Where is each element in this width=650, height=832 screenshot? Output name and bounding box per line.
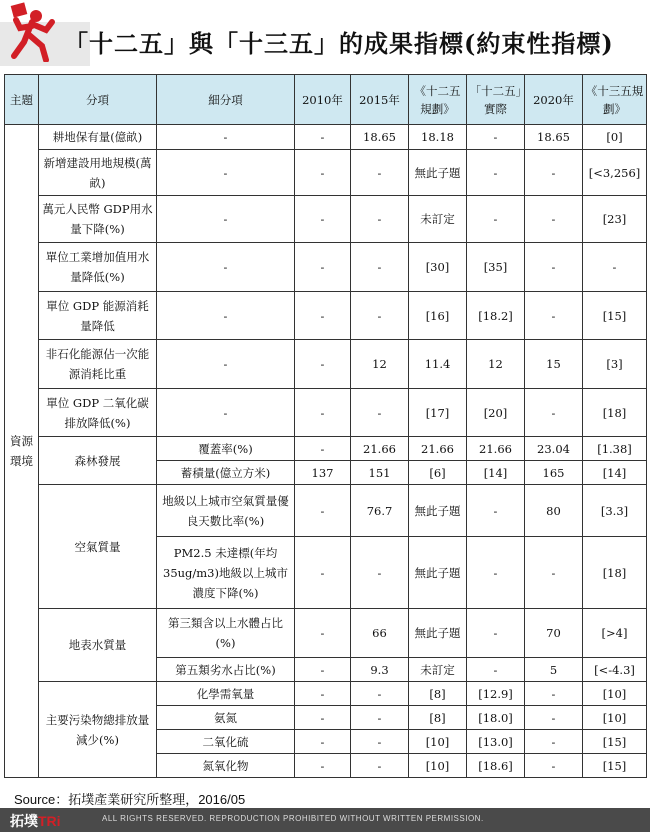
table-row: [5, 609, 647, 658]
value-cell: -: [351, 196, 409, 243]
sub-cell: 氨氮: [157, 706, 295, 730]
value-cell: [14]: [467, 461, 525, 485]
value-cell: [10]: [409, 754, 467, 778]
value-cell: [0]: [583, 125, 647, 150]
value-cell: [18]: [583, 537, 647, 609]
value-cell: -: [467, 609, 525, 658]
sub-cell: 覆蓋率(%): [157, 437, 295, 461]
value-cell: [14]: [583, 461, 647, 485]
table-row: [5, 485, 647, 537]
value-cell: 80: [525, 485, 583, 537]
value-cell: [18.0]: [467, 706, 525, 730]
value-cell: -: [295, 437, 351, 461]
value-cell: [13.0]: [467, 730, 525, 754]
value-cell: 5: [525, 658, 583, 682]
col-header: 2015年: [351, 75, 409, 125]
footer-logo: [10, 811, 61, 831]
value-cell: [1.38]: [583, 437, 647, 461]
value-cell: -: [295, 537, 351, 609]
page-title: 「十二五」與「十三五」的成果指標(約束性指標): [64, 29, 614, 58]
sub-cell: -: [157, 292, 295, 340]
value-cell: -: [525, 243, 583, 292]
value-cell: [16]: [409, 292, 467, 340]
value-cell: -: [525, 389, 583, 437]
value-cell: 21.66: [351, 437, 409, 461]
topic-cell: 資源環境: [5, 125, 39, 778]
cat-cell: 地表水質量: [39, 609, 157, 682]
value-cell: -: [295, 340, 351, 389]
col-header: 「十二五」實際: [467, 75, 525, 125]
value-cell: -: [351, 730, 409, 754]
value-cell: 無此子題: [409, 485, 467, 537]
value-cell: [<-4.3]: [583, 658, 647, 682]
indicator-table: [4, 74, 647, 778]
value-cell: 9.3: [351, 658, 409, 682]
sub-cell: -: [157, 150, 295, 196]
cat-cell: 單位工業增加值用水量降低(%): [39, 243, 157, 292]
value-cell: 151: [351, 461, 409, 485]
value-cell: 70: [525, 609, 583, 658]
value-cell: [3]: [583, 340, 647, 389]
table-row: [5, 437, 647, 461]
value-cell: -: [467, 125, 525, 150]
cat-cell: 單位 GDP 能源消耗量降低: [39, 292, 157, 340]
sub-cell: -: [157, 196, 295, 243]
running-man-icon: [2, 2, 62, 62]
col-header: 細分項: [157, 75, 295, 125]
value-cell: -: [295, 730, 351, 754]
value-cell: 12: [351, 340, 409, 389]
value-cell: 18.65: [525, 125, 583, 150]
value-cell: -: [525, 682, 583, 706]
value-cell: [18.2]: [467, 292, 525, 340]
value-cell: 165: [525, 461, 583, 485]
value-cell: [23]: [583, 196, 647, 243]
value-cell: [17]: [409, 389, 467, 437]
value-cell: [10]: [583, 682, 647, 706]
value-cell: [8]: [409, 682, 467, 706]
footer-logo-text: 拓墣: [10, 813, 38, 829]
value-cell: -: [525, 706, 583, 730]
cat-cell: 空氣質量: [39, 485, 157, 609]
col-header: 《十二五規劃》: [409, 75, 467, 125]
value-cell: [>4]: [583, 609, 647, 658]
cat-cell: 非石化能源佔一次能源消耗比重: [39, 340, 157, 389]
value-cell: [8]: [409, 706, 467, 730]
table-row: [5, 682, 647, 706]
table-row: [5, 125, 647, 150]
col-header: 《十三五規劃》: [583, 75, 647, 125]
value-cell: -: [351, 537, 409, 609]
value-cell: -: [467, 658, 525, 682]
value-cell: 76.7: [351, 485, 409, 537]
sub-cell: -: [157, 340, 295, 389]
value-cell: -: [295, 754, 351, 778]
cat-cell: 單位 GDP 二氧化碳排放降低(%): [39, 389, 157, 437]
value-cell: 66: [351, 609, 409, 658]
value-cell: -: [295, 125, 351, 150]
value-cell: [15]: [583, 754, 647, 778]
value-cell: -: [295, 609, 351, 658]
col-header: 主題: [5, 75, 39, 125]
source-note: Source：拓墣產業研究所整理，2016/05: [14, 792, 246, 807]
header-row: [5, 75, 647, 125]
value-cell: -: [295, 292, 351, 340]
value-cell: 23.04: [525, 437, 583, 461]
value-cell: 未訂定: [409, 658, 467, 682]
copyright-text: ALL RIGHTS RESERVED. REPRODUCTION PROHIBITED WITHOUT WRITTEN PERMISSION.: [102, 814, 484, 823]
sub-cell: PM2.5 未達標(年均35ug/m3)地級以上城市濃度下降(%): [157, 537, 295, 609]
sub-cell: 化學需氧量: [157, 682, 295, 706]
value-cell: [<3,256]: [583, 150, 647, 196]
value-cell: [18.6]: [467, 754, 525, 778]
value-cell: -: [351, 150, 409, 196]
sub-cell: -: [157, 125, 295, 150]
title-bar: [0, 0, 650, 72]
value-cell: [12.9]: [467, 682, 525, 706]
value-cell: 未訂定: [409, 196, 467, 243]
cat-cell: 森林發展: [39, 437, 157, 485]
value-cell: -: [295, 389, 351, 437]
value-cell: 18.65: [351, 125, 409, 150]
value-cell: -: [351, 754, 409, 778]
value-cell: -: [295, 243, 351, 292]
value-cell: -: [525, 150, 583, 196]
value-cell: -: [525, 537, 583, 609]
value-cell: -: [295, 196, 351, 243]
value-cell: -: [525, 196, 583, 243]
col-header: 分項: [39, 75, 157, 125]
value-cell: -: [295, 658, 351, 682]
col-header: 2020年: [525, 75, 583, 125]
col-header: 2010年: [295, 75, 351, 125]
value-cell: 無此子題: [409, 609, 467, 658]
cat-cell: 新增建設用地規模(萬畝): [39, 150, 157, 196]
value-cell: [30]: [409, 243, 467, 292]
value-cell: -: [351, 682, 409, 706]
table-row: [5, 196, 647, 243]
value-cell: -: [351, 292, 409, 340]
value-cell: -: [295, 682, 351, 706]
sub-cell: 第三類含以上水體占比(%): [157, 609, 295, 658]
value-cell: [35]: [467, 243, 525, 292]
sub-cell: -: [157, 243, 295, 292]
value-cell: [6]: [409, 461, 467, 485]
value-cell: -: [467, 537, 525, 609]
value-cell: [15]: [583, 730, 647, 754]
value-cell: -: [467, 196, 525, 243]
sub-cell: 二氧化硫: [157, 730, 295, 754]
value-cell: 18.18: [409, 125, 467, 150]
sub-cell: -: [157, 389, 295, 437]
value-cell: [3.3]: [583, 485, 647, 537]
sub-cell: 氮氧化物: [157, 754, 295, 778]
value-cell: [10]: [409, 730, 467, 754]
value-cell: 15: [525, 340, 583, 389]
value-cell: 無此子題: [409, 150, 467, 196]
footer-logo-accent: TRi: [38, 813, 61, 829]
value-cell: -: [295, 485, 351, 537]
table-row: [5, 389, 647, 437]
value-cell: -: [583, 243, 647, 292]
value-cell: -: [525, 292, 583, 340]
value-cell: [10]: [583, 706, 647, 730]
table-row: [5, 243, 647, 292]
value-cell: 137: [295, 461, 351, 485]
value-cell: [18]: [583, 389, 647, 437]
value-cell: -: [351, 389, 409, 437]
value-cell: 無此子題: [409, 537, 467, 609]
value-cell: -: [525, 730, 583, 754]
value-cell: -: [525, 754, 583, 778]
table-row: [5, 150, 647, 196]
value-cell: -: [351, 243, 409, 292]
value-cell: 21.66: [467, 437, 525, 461]
cat-cell: 耕地保有量(億畝): [39, 125, 157, 150]
value-cell: 12: [467, 340, 525, 389]
value-cell: [15]: [583, 292, 647, 340]
cat-cell: 萬元人民幣 GDP用水量下降(%): [39, 196, 157, 243]
value-cell: 11.4: [409, 340, 467, 389]
sub-cell: 地級以上城市空氣質量優良天數比率(%): [157, 485, 295, 537]
value-cell: -: [295, 706, 351, 730]
value-cell: -: [467, 485, 525, 537]
table-row: [5, 340, 647, 389]
sub-cell: 蓄積量(億立方米): [157, 461, 295, 485]
footer-bar: [0, 808, 650, 832]
value-cell: 21.66: [409, 437, 467, 461]
value-cell: -: [351, 706, 409, 730]
value-cell: -: [295, 150, 351, 196]
value-cell: [20]: [467, 389, 525, 437]
sub-cell: 第五類劣水占比(%): [157, 658, 295, 682]
value-cell: -: [467, 150, 525, 196]
cat-cell: 主要污染物總排放量減少(%): [39, 682, 157, 778]
table-row: [5, 292, 647, 340]
